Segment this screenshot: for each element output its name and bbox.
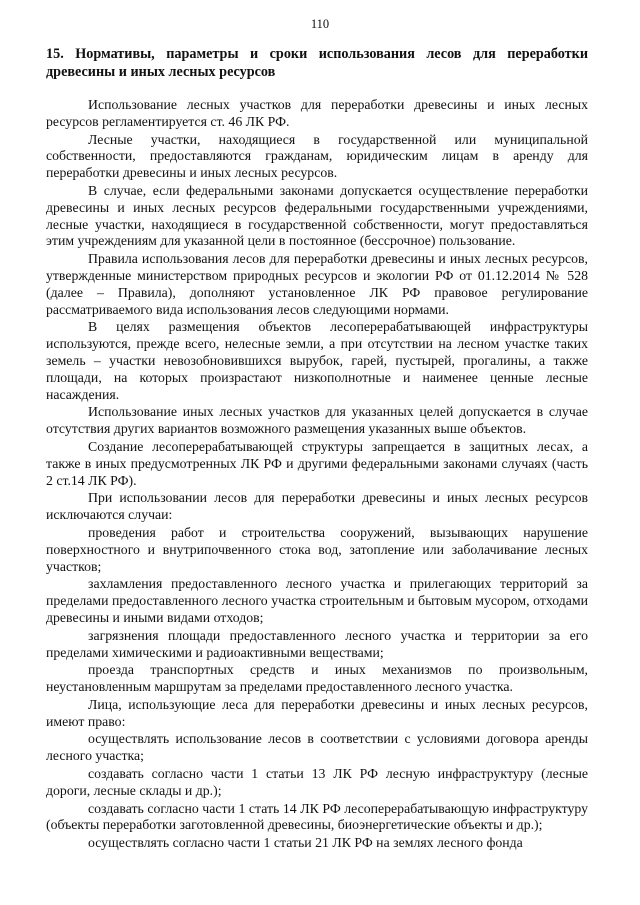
- list-item: осуществлять использование лесов в соответствии с условиями договора аренды лесного участка;: [46, 731, 588, 764]
- paragraph: В случае, если федеральными законами допускается осуществление переработки древесины и иных лесных ресурсов федеральными государственными учреждениями, лесные участки, находящиеся в государственной собственности, могут предоставляться этим учреждениям для указанной цели в постоянное (бессрочное) пользование.: [46, 182, 588, 249]
- paragraph: Создание лесоперерабатывающей структуры запрещается в защитных лесах, а также в иных предусмотренных ЛК РФ и другими федеральными законами случаях (часть 2 ст.14 ЛК РФ).: [46, 438, 588, 488]
- paragraph: Лесные участки, находящиеся в государственной или муниципальной собственности, предоставляются гражданам, юридическим лицам в аренду для переработки древесины и иных лесных ресурсов.: [46, 131, 588, 181]
- list-item: проезда транспортных средств и иных механизмов по произвольным, неустановленным маршрутам за пределами предоставленного лесного участка.: [46, 662, 588, 695]
- paragraph: В целях размещения объектов лесоперерабатывающей инфраструктуры используются, прежде всего, нелесные земли, а при отсутствии на лесном участке таких земель – участки невозобновившихся вырубок, гарей, пустырей, прогалины, а также площади, на которых произрастают низкополнотные и наименее ценные лесные насаждения.: [46, 319, 588, 402]
- paragraph: Использование иных лесных участков для указанных целей допускается в случае отсутствия других вариантов возможного размещения указанных выше объектов.: [46, 404, 588, 437]
- paragraph: Использование лесных участков для переработки древесины и иных лесных ресурсов регламентируется ст. 46 ЛК РФ.: [46, 97, 588, 129]
- list-item: проведения работ и строительства сооружений, вызывающих нарушение поверхностного и внутрипочвенного стока вод, затопление или заболачивание лесных участков;: [46, 524, 588, 574]
- paragraph: При использовании лесов для переработки древесины и иных лесных ресурсов исключаются случаи:: [46, 490, 588, 523]
- list-item: загрязнения площади предоставленного лесного участка и территории за его пределами химическими и радиоактивными веществами;: [46, 627, 588, 660]
- document-body: [46, 97, 588, 852]
- list-item: создавать согласно части 1 статьи 13 ЛК РФ лесную инфраструктуру (лесные дороги, лесные склады и др.);: [46, 766, 588, 798]
- page-number: 110: [310, 17, 330, 31]
- list-item: осуществлять согласно части 1 статьи 21 ЛК РФ на землях лесного фонда: [88, 835, 523, 851]
- paragraph: Правила использования лесов для переработки древесины и иных лесных ресурсов, утвержденные министерством природных ресурсов и экологии РФ от 01.12.2014 № 528 (далее – Правила), дополняют установленное ЛК РФ правовое регулирование рассматриваемого вида использования лесов следующими нормами.: [46, 251, 588, 317]
- paragraph: Лица, использующие леса для переработки древесины и иных лесных ресурсов, имеют право:: [46, 696, 588, 729]
- list-item: создавать согласно части 1 стать 14 ЛК РФ лесоперерабатывающую инфраструктуру (объекты переработки заготовленной древесины, биоэнергетические объекты и др.);: [46, 800, 588, 833]
- section-title: 15. Нормативы, параметры и сроки использования лесов для переработки древесины и иных лесных ресурсов: [46, 46, 588, 80]
- list-item: захламления предоставленного лесного участка и прилегающих территорий за пределами предоставленного лесного участка строительным и бытовым мусором, отходами древесины и иными видами отходов;: [46, 576, 588, 625]
